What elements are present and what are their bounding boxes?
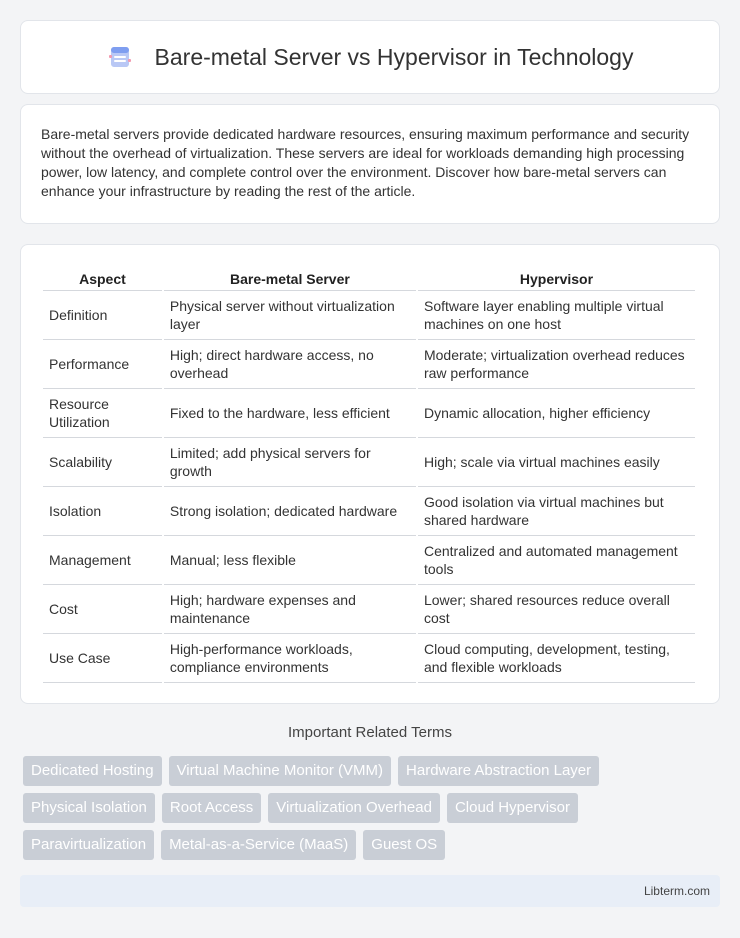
row-bare-metal: Physical server without virtualization layer (164, 291, 416, 340)
page-title: Bare-metal Server vs Hypervisor in Technology (154, 43, 634, 70)
row-bare-metal: High-performance workloads, compliance environments (164, 634, 416, 683)
table-row (43, 389, 695, 438)
tag-physical-isolation[interactable]: Physical Isolation (23, 793, 155, 823)
related-terms-title: Important Related Terms (288, 724, 452, 741)
tag-vmm[interactable]: Virtual Machine Monitor (VMM) (169, 756, 391, 786)
row-bare-metal: Manual; less flexible (164, 536, 416, 585)
table-row (43, 487, 695, 536)
table-row (43, 340, 695, 389)
tag-row (23, 793, 713, 823)
row-hypervisor: Lower; shared resources reduce overall cost (418, 585, 695, 634)
row-bare-metal: Limited; add physical servers for growth (164, 438, 416, 487)
row-hypervisor: Dynamic allocation, higher efficiency (418, 389, 695, 438)
intro-text: Bare-metal servers provide dedicated hardware resources, ensuring maximum performance and security without the overhead of virtualization. These servers are ideal for workloads demanding high processing power, low latency, and complete control over the environment. Discover how bare-metal servers can enhance your infrastructure by reading the rest of the article. (41, 126, 690, 199)
tag-maas[interactable]: Metal-as-a-Service (MaaS) (161, 830, 356, 860)
row-bare-metal: High; direct hardware access, no overhead (164, 340, 416, 389)
row-hypervisor: Good isolation via virtual machines but shared hardware (418, 487, 695, 536)
row-hypervisor: Moderate; virtualization overhead reduces raw performance (418, 340, 695, 389)
row-hypervisor: Cloud computing, development, testing, and flexible workloads (418, 634, 695, 683)
comparison-table (41, 265, 697, 683)
table-row (43, 438, 695, 487)
tag-root-access[interactable]: Root Access (162, 793, 261, 823)
row-bare-metal: Strong isolation; dedicated hardware (164, 487, 416, 536)
row-hypervisor: Software layer enabling multiple virtual machines on one host (418, 291, 695, 340)
footer-brand[interactable]: Libterm.com (643, 884, 710, 898)
row-aspect: Resource Utilization (43, 389, 162, 438)
footer (20, 875, 720, 907)
table-header-row (43, 265, 695, 291)
tag-virtualization-overhead[interactable]: Virtualization Overhead (268, 793, 440, 823)
tag-cloud-hypervisor[interactable]: Cloud Hypervisor (447, 793, 578, 823)
related-terms (23, 756, 713, 867)
row-aspect: Performance (43, 340, 162, 389)
tag-row (23, 830, 713, 860)
tag-dedicated-hosting[interactable]: Dedicated Hosting (23, 756, 162, 786)
row-aspect: Use Case (43, 634, 162, 683)
table-row (43, 291, 695, 340)
intro-card (20, 104, 720, 224)
row-bare-metal: Fixed to the hardware, less efficient (164, 389, 416, 438)
tag-guest-os[interactable]: Guest OS (363, 830, 445, 860)
header-bare-metal: Bare-metal Server (164, 265, 416, 291)
table-row (43, 585, 695, 634)
row-aspect: Cost (43, 585, 162, 634)
row-hypervisor: High; scale via virtual machines easily (418, 438, 695, 487)
server-icon (107, 44, 133, 70)
row-aspect: Isolation (43, 487, 162, 536)
title-card (20, 20, 720, 94)
table-row (43, 634, 695, 683)
tag-paravirtualization[interactable]: Paravirtualization (23, 830, 154, 860)
row-aspect: Definition (43, 291, 162, 340)
tag-hardware-abstraction-layer[interactable]: Hardware Abstraction Layer (398, 756, 599, 786)
tag-row (23, 756, 713, 786)
row-bare-metal: High; hardware expenses and maintenance (164, 585, 416, 634)
comparison-table-card (20, 244, 720, 704)
header-hypervisor: Hypervisor (418, 265, 695, 291)
row-hypervisor: Centralized and automated management tools (418, 536, 695, 585)
header-aspect: Aspect (43, 265, 162, 291)
table-row (43, 536, 695, 585)
row-aspect: Management (43, 536, 162, 585)
row-aspect: Scalability (43, 438, 162, 487)
